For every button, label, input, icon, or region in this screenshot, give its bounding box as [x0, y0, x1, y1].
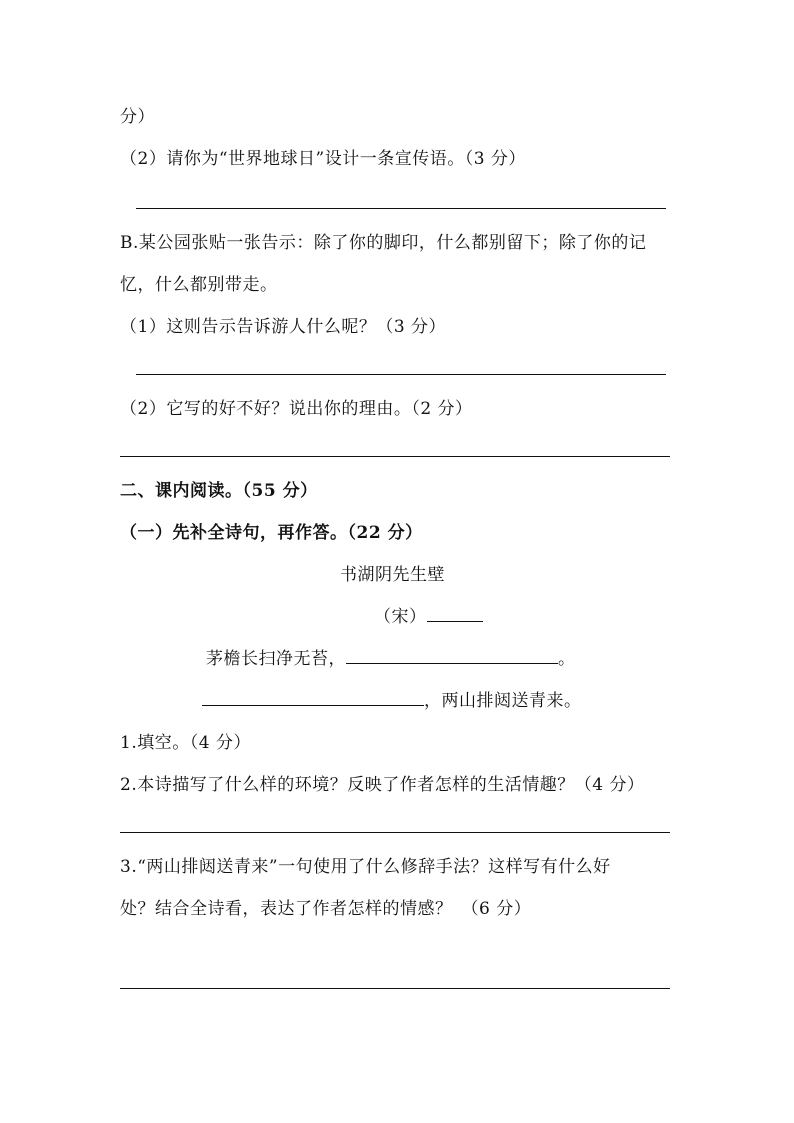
answer-line[interactable] [120, 832, 670, 833]
answer-line[interactable] [120, 988, 670, 989]
question-2: 2.本诗描写了什么样的环境？反映了作者怎样的生活情趣？（4 分） [120, 775, 645, 795]
poem-title: 书湖阴先生壁 [340, 565, 445, 585]
question-3-line-1: 3.“两山排闼送青来”一句使用了什么修辞手法？这样写有什么好 [120, 857, 611, 877]
answer-line[interactable] [120, 456, 670, 457]
section-heading: 二、课内阅读。（55 分） [120, 481, 318, 501]
poem-blank-2[interactable] [202, 691, 424, 706]
answer-line[interactable] [136, 374, 666, 375]
poem-author-line [374, 606, 483, 628]
subsection-heading: （一）先补全诗句，再作答。（22 分） [120, 523, 423, 543]
passage-notice-1: B.某公园张贴一张告示：除了你的脚印，什么都别留下；除了你的记 [120, 233, 647, 253]
answer-line[interactable] [136, 208, 666, 209]
question-3-line-2: 处？结合全诗看，表达了作者怎样的情感？ （6 分） [120, 899, 532, 919]
poem-line-1-end: 。 [558, 649, 576, 669]
text-line-continuation: 分） [120, 107, 155, 127]
author-blank[interactable] [427, 607, 483, 622]
question-slogan: （2）请你为“世界地球日”设计一条宣传语。（3 分） [120, 149, 526, 169]
passage-notice-2: 忆，什么都别带走。 [120, 275, 278, 295]
poem-dynasty: （宋） [374, 607, 427, 627]
poem-line-2-text: ，两山排闼送青来。 [424, 691, 582, 711]
poem-line-1 [206, 648, 576, 670]
question-1: 1.填空。（4 分） [120, 733, 251, 753]
question-notice-quality: （2）它写的好不好？说出你的理由。（2 分） [120, 399, 473, 419]
question-notice-meaning: （1）这则告示告诉游人什么呢？（3 分） [120, 317, 447, 337]
poem-line-1-text: 茅檐长扫净无苔， [206, 649, 346, 669]
poem-line-2 [202, 690, 582, 712]
poem-blank-1[interactable] [346, 649, 558, 664]
